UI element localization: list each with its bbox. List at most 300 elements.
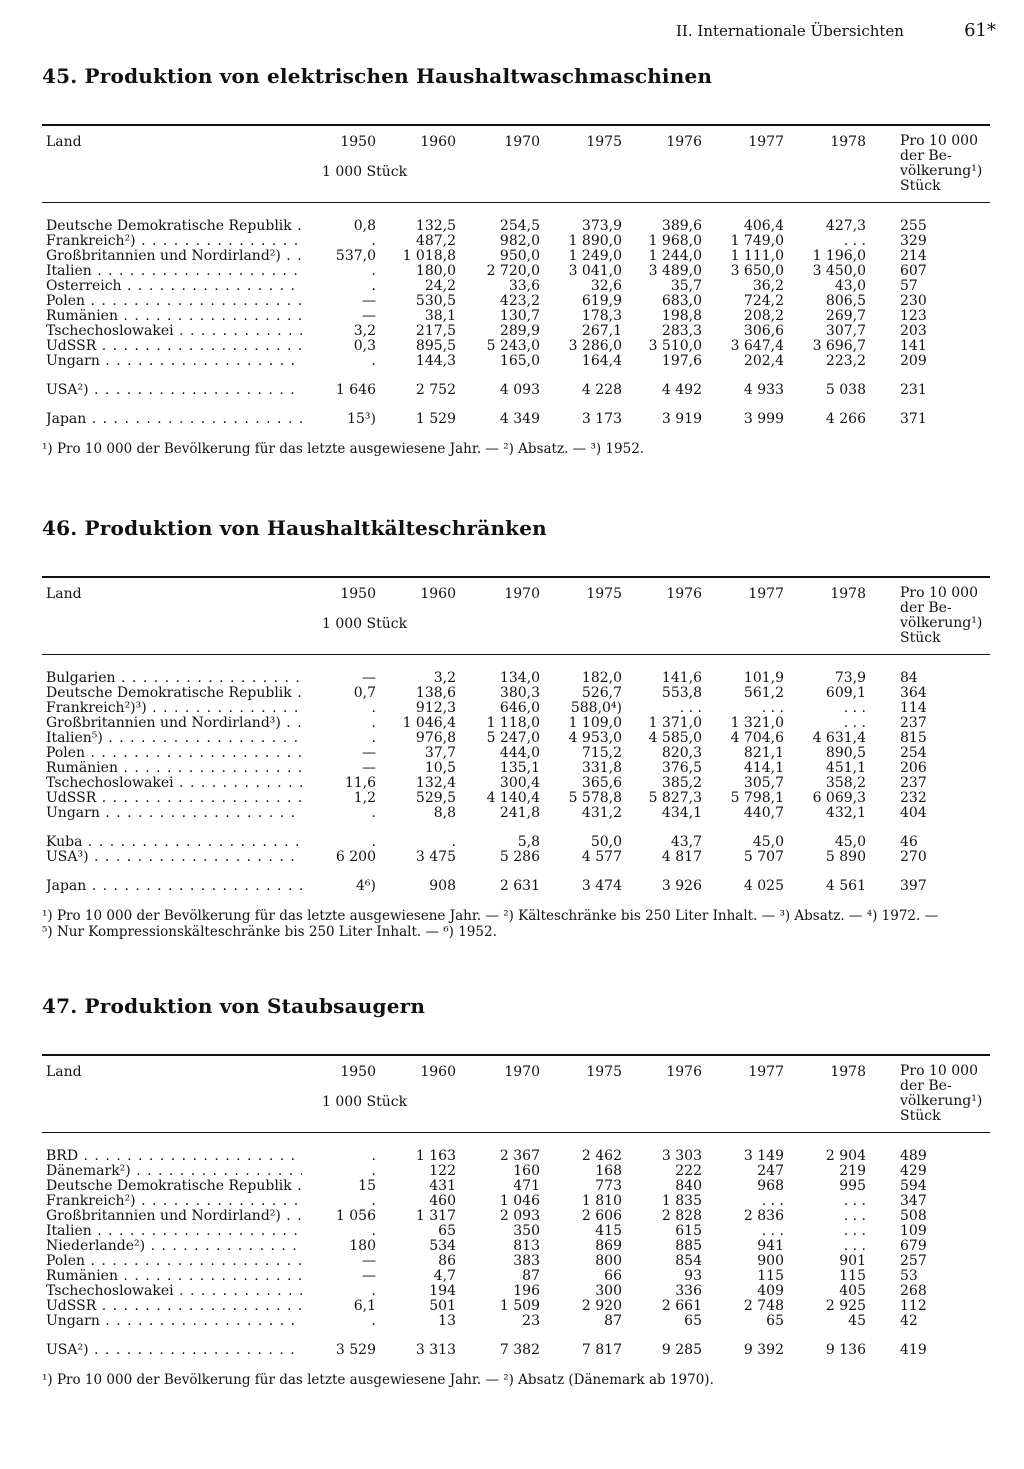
cell-value: 5,8 [517,834,540,850]
cell-value: 219 [839,1163,866,1179]
per-label-line: der Be- [900,1078,952,1094]
cell-per-10000: 429 [900,1163,927,1179]
cell-value: 0,7 [353,685,376,701]
cell-value: 269,7 [825,308,866,324]
cell-value: 4⁶) [356,878,376,894]
footnotes [42,908,990,940]
cell-value: 869 [595,1238,622,1254]
cell-value: . [371,730,376,746]
cell-per-10000: 206 [900,760,927,776]
cell-value: . . . [843,1223,866,1239]
cell-value: 895,5 [415,338,456,354]
cell-value: 93 [684,1268,702,1284]
table-row [42,761,990,776]
per-label-line: Stück [900,178,941,194]
table-header [42,1056,990,1132]
cell-value: 4 266 [825,411,866,427]
column-header-year: 1970 [504,586,540,602]
table-row [42,249,990,264]
cell-value: 1 118,0 [486,715,540,731]
row-label: USA³) . . . [46,850,302,865]
cell-value: . [371,233,376,249]
cell-value: 87 [604,1313,622,1329]
column-header-year: 1960 [420,134,456,150]
cell-per-10000: 607 [900,263,927,279]
cell-value: 2 920 [581,1298,622,1314]
cell-value: 254,5 [499,218,540,234]
cell-value: 36,2 [752,278,784,294]
column-header-per-10000 [900,134,1000,194]
table-row [42,716,990,731]
cell-value: 1 196,0 [812,248,866,264]
footnote-line: ⁵) Nur Kompressionskälteschränke bis 250 Liter Inhalt. — ⁶) 1952. [42,924,497,940]
table-header-rule [42,654,990,655]
cell-value: . . . [843,700,866,716]
column-header-year: 1976 [666,134,702,150]
cell-value: 115 [839,1268,866,1284]
cell-per-10000: 268 [900,1283,927,1299]
section-kaelteschraenke [42,516,990,940]
cell-value: 471 [513,1178,540,1194]
table-body [42,219,990,427]
cell-value: 900 [757,1253,784,1269]
table-row [42,354,990,369]
cell-value: 854 [675,1253,702,1269]
cell-value: 380,3 [499,685,540,701]
cell-value: . . . [843,233,866,249]
cell-value: 2 462 [581,1148,622,1164]
cell-value: 197,6 [661,353,702,369]
cell-value: 6 200 [335,849,376,865]
table-row [42,264,990,279]
row-label: Italien . . . [46,1224,302,1239]
cell-value: 33,6 [508,278,540,294]
cell-value: 3 999 [743,411,784,427]
row-label: Japan . . . [46,879,302,894]
page-number: 61* [964,20,996,41]
row-label: Deutsche Demokratische Republik . . . [46,686,302,701]
cell-value: 247 [757,1163,784,1179]
row-label: Rumänien . . . [46,1269,302,1284]
cell-value: 3,2 [433,670,456,686]
table-header [42,578,990,654]
cell-value: 5 247,0 [486,730,540,746]
cell-value: 3 173 [581,411,622,427]
cell-value: — [362,308,376,324]
per-label-line: Stück [900,1108,941,1124]
cell-value: 431,2 [581,805,622,821]
row-label: Frankreich²)³) . . . [46,701,302,716]
cell-value: . . . [679,700,702,716]
column-header-land: Land [46,134,82,150]
row-label: Ungarn . . . [46,1314,302,1329]
table-header [42,126,990,202]
cell-value: 350 [513,1223,540,1239]
row-label: Dänemark²) . . . [46,1164,302,1179]
row-label: UdSSR . . . [46,1299,302,1314]
footnote-line: ¹) Pro 10 000 der Bevölkerung für das letzte ausgewiesene Jahr. — ²) Kälteschränke bis 250 Liter Inhalt. — ³) Absatz. — ⁴) 1972. — [42,908,939,924]
row-label: Großbritannien und Nordirland²) . . . [46,249,302,264]
cell-value: 305,7 [743,775,784,791]
cell-per-10000: 237 [900,775,927,791]
row-label: Tschechoslowakei . . . [46,776,302,791]
per-label-line: Pro 10 000 [900,133,978,149]
cell-value: 13 [438,1313,456,1329]
row-label: Rumänien . . . [46,761,302,776]
cell-value: 2 752 [415,382,456,398]
cell-value: 534 [429,1238,456,1254]
cell-value: 3 647,4 [730,338,784,354]
cell-value: 32,6 [590,278,622,294]
cell-value: 2 093 [499,1208,540,1224]
cell-value: 4 933 [743,382,784,398]
table-row [42,1284,990,1299]
cell-value: 2 661 [661,1298,702,1314]
cell-value: 3 510,0 [648,338,702,354]
cell-value: 389,6 [661,218,702,234]
cell-value: 609,1 [825,685,866,701]
cell-value: 3 041,0 [568,263,622,279]
cell-per-10000: 237 [900,715,927,731]
cell-value: 5 798,1 [730,790,784,806]
table-row [42,731,990,746]
cell-value: 2 631 [499,878,540,894]
section-title: 46. Produktion von Haushaltkälteschränken [42,516,547,540]
cell-value: . [451,834,456,850]
cell-value: 168 [595,1163,622,1179]
table-body [42,671,990,894]
cell-value: 2 367 [499,1148,540,1164]
cell-value: 37,7 [424,745,456,761]
cell-value: 409 [757,1283,784,1299]
spacer [42,540,990,576]
cell-value: 3,2 [353,323,376,339]
cell-value: — [362,1253,376,1269]
cell-value: 2 828 [661,1208,702,1224]
cell-value: 800 [595,1253,622,1269]
cell-per-10000: 257 [900,1253,927,1269]
cell-value: 376,5 [661,760,702,776]
column-header-year: 1970 [504,1064,540,1080]
cell-value: 1 371,0 [648,715,702,731]
cell-value: 4 140,4 [486,790,540,806]
cell-value: 43,0 [834,278,866,294]
row-label: UdSSR . . . [46,791,302,806]
table-row [42,309,990,324]
cell-per-10000: 230 [900,293,927,309]
spacer [42,1018,990,1054]
row-label: USA²) . . . [46,1343,302,1358]
cell-value: 537,0 [335,248,376,264]
cell-value: 180,0 [415,263,456,279]
cell-value: 373,9 [581,218,622,234]
section-title: 47. Produktion von Staubsaugern [42,994,426,1018]
row-label: Deutsche Demokratische Republik . . . [46,219,302,234]
cell-per-10000: 141 [900,338,927,354]
cell-value: 427,3 [825,218,866,234]
cell-per-10000: 123 [900,308,927,324]
row-label: Bulgarien . . . [46,671,302,686]
cell-value: 198,8 [661,308,702,324]
table-row [42,879,990,894]
cell-per-10000: 329 [900,233,927,249]
cell-value: 4 025 [743,878,784,894]
unit-label: 1 000 Stück [322,616,408,632]
cell-value: . [371,278,376,294]
cell-value: 3 286,0 [568,338,622,354]
footnote-line: ¹) Pro 10 000 der Bevölkerung für das letzte ausgewiesene Jahr. — ²) Absatz. — ³) 1952. [42,441,645,457]
cell-per-10000: 42 [900,1313,918,1329]
cell-value: . [371,715,376,731]
cell-value: — [362,760,376,776]
row-label: Großbritannien und Nordirland³) . . . [46,716,302,731]
cell-value: 615 [675,1223,702,1239]
row-label: Polen . . . [46,294,302,309]
cell-value: 3 474 [581,878,622,894]
cell-value: 553,8 [661,685,702,701]
cell-value: 820,3 [661,745,702,761]
row-label: Österreich . . . [46,279,302,294]
cell-per-10000: 489 [900,1148,927,1164]
cell-value: 3 919 [661,411,702,427]
cell-per-10000: 397 [900,878,927,894]
cell-per-10000: 231 [900,382,927,398]
footnotes [42,441,990,457]
cell-value: 4,7 [433,1268,456,1284]
cell-value: 968 [757,1178,784,1194]
table-row [42,279,990,294]
column-header-year: 1950 [340,134,376,150]
column-header-year: 1978 [830,1064,866,1080]
cell-value: 66 [604,1268,622,1284]
cell-value: 9 392 [743,1342,784,1358]
table-row [42,1179,990,1194]
cell-value: 35,7 [670,278,702,294]
cell-value: 130,7 [499,308,540,324]
cell-value: 646,0 [499,700,540,716]
cell-value: 122 [429,1163,456,1179]
cell-value: 38,1 [424,308,456,324]
row-label: Japan . . . [46,412,302,427]
cell-value: 1 890,0 [568,233,622,249]
cell-value: 1 244,0 [648,248,702,264]
cell-value: . . . [843,1238,866,1254]
table-row [42,701,990,716]
cell-value: 1 018,8 [402,248,456,264]
cell-value: 5 707 [743,849,784,865]
row-label: UdSSR . . . [46,339,302,354]
cell-value: 1 810 [581,1193,622,1209]
cell-value: 138,6 [415,685,456,701]
cell-value: 451,1 [825,760,866,776]
cell-value: 2 904 [825,1148,866,1164]
cell-value: . . . [761,700,784,716]
cell-value: 178,3 [581,308,622,324]
cell-value: 2 748 [743,1298,784,1314]
cell-value: 4 093 [499,382,540,398]
cell-value: 144,3 [415,353,456,369]
cell-value: . . . [843,715,866,731]
table-row [42,1194,990,1209]
cell-value: 950,0 [499,248,540,264]
cell-value: 9 136 [825,1342,866,1358]
cell-value: 134,0 [499,670,540,686]
cell-per-10000: 46 [900,834,918,850]
cell-per-10000: 270 [900,849,927,865]
cell-value: 196 [513,1283,540,1299]
cell-value: 45,0 [752,834,784,850]
column-header-land: Land [46,586,82,602]
cell-value: 45,0 [834,834,866,850]
cell-value: . [371,263,376,279]
cell-value: 45 [848,1313,866,1329]
cell-value: 529,5 [415,790,456,806]
cell-value: 890,5 [825,745,866,761]
column-header-year: 1970 [504,134,540,150]
cell-value: . [371,1223,376,1239]
cell-value: 1,2 [353,790,376,806]
unit-label: 1 000 Stück [322,164,408,180]
cell-value: 4 631,4 [812,730,866,746]
cell-value: . [371,353,376,369]
column-header-year: 1977 [748,586,784,602]
cell-value: 24,2 [424,278,456,294]
cell-per-10000: 371 [900,411,927,427]
cell-value: . [371,1283,376,1299]
cell-value: 1 968,0 [648,233,702,249]
cell-value: 3 696,7 [812,338,866,354]
row-label: BRD . . . [46,1149,302,1164]
cell-value: 141,6 [661,670,702,686]
cell-value: 1 646 [335,382,376,398]
cell-per-10000: 679 [900,1238,927,1254]
cell-value: 182,0 [581,670,622,686]
row-label: Ungarn . . . [46,354,302,369]
cell-value: 4 228 [581,382,622,398]
row-label: Deutsche Demokratische Republik . . . [46,1179,302,1194]
cell-value: 4 817 [661,849,702,865]
cell-value: 2 836 [743,1208,784,1224]
cell-value: 50,0 [590,834,622,850]
cell-value: . [371,805,376,821]
cell-value: 4 577 [581,849,622,865]
cell-per-10000: 214 [900,248,927,264]
cell-value: 115 [757,1268,784,1284]
table-row [42,339,990,354]
cell-value: 241,8 [499,805,540,821]
column-header-year: 1960 [420,586,456,602]
cell-value: 3 149 [743,1148,784,1164]
cell-value: 5 578,8 [568,790,622,806]
table-row [42,835,990,850]
cell-value: 0,3 [353,338,376,354]
cell-value: 306,6 [743,323,784,339]
table-body [42,1149,990,1358]
cell-per-10000: 57 [900,278,918,294]
cell-value: 4 349 [499,411,540,427]
cell-value: 3 529 [335,1342,376,1358]
cell-value: 3 475 [415,849,456,865]
cell-value: 4 492 [661,382,702,398]
cell-value: 1 111,0 [730,248,784,264]
cell-value: . [371,834,376,850]
cell-value: 202,4 [743,353,784,369]
column-header-year: 1960 [420,1064,456,1080]
cell-value: 908 [429,878,456,894]
row-label: Rumänien . . . [46,309,302,324]
cell-value: — [362,1268,376,1284]
column-header-year: 1977 [748,1064,784,1080]
cell-value: 1 509 [499,1298,540,1314]
cell-value: 65 [766,1313,784,1329]
cell-value: 840 [675,1178,702,1194]
table-row [42,850,990,865]
cell-value: 806,5 [825,293,866,309]
cell-per-10000: 84 [900,670,918,686]
cell-value: 901 [839,1253,866,1269]
cell-value: 267,1 [581,323,622,339]
per-label-line: der Be- [900,148,952,164]
cell-value: 2 925 [825,1298,866,1314]
row-label: Großbritannien und Nordirland²) . . . [46,1209,302,1224]
cell-per-10000: 508 [900,1208,927,1224]
table-row [42,412,990,427]
row-label: Polen . . . [46,746,302,761]
column-header-year: 1950 [340,586,376,602]
cell-value: 1 163 [415,1148,456,1164]
row-label: Polen . . . [46,1254,302,1269]
cell-value: 5 243,0 [486,338,540,354]
running-title: II. Internationale Übersichten [676,22,904,40]
table-row [42,1299,990,1314]
cell-value: 405 [839,1283,866,1299]
column-header-year: 1950 [340,1064,376,1080]
column-header-per-10000 [900,586,1000,646]
cell-value: 87 [522,1268,540,1284]
cell-per-10000: 419 [900,1342,927,1358]
cell-value: 165,0 [499,353,540,369]
cell-value: 7 817 [581,1342,622,1358]
cell-value: 5 827,3 [648,790,702,806]
footnotes [42,1372,990,1388]
table-row [42,671,990,686]
cell-value: 995 [839,1178,866,1194]
cell-per-10000: 114 [900,700,927,716]
per-label-line: völkerung¹) [900,1093,983,1109]
cell-value: 3 313 [415,1342,456,1358]
section-waschmaschinen [42,64,990,457]
table-row [42,324,990,339]
cell-value: 164,4 [581,353,622,369]
cell-value: 619,9 [581,293,622,309]
cell-value: 336 [675,1283,702,1299]
table-row [42,806,990,821]
cell-value: 208,2 [743,308,784,324]
cell-value: . [371,1148,376,1164]
cell-value: 283,3 [661,323,702,339]
cell-value: 132,4 [415,775,456,791]
row-label: Italien⁵) . . . [46,731,302,746]
cell-value: 300,4 [499,775,540,791]
cell-value: 5 890 [825,849,866,865]
cell-value: . [371,1313,376,1329]
cell-value: — [362,670,376,686]
cell-per-10000: 404 [900,805,927,821]
cell-value: 821,1 [743,745,784,761]
cell-value: 501 [429,1298,456,1314]
cell-value: 300 [595,1283,622,1299]
cell-value: 724,2 [743,293,784,309]
